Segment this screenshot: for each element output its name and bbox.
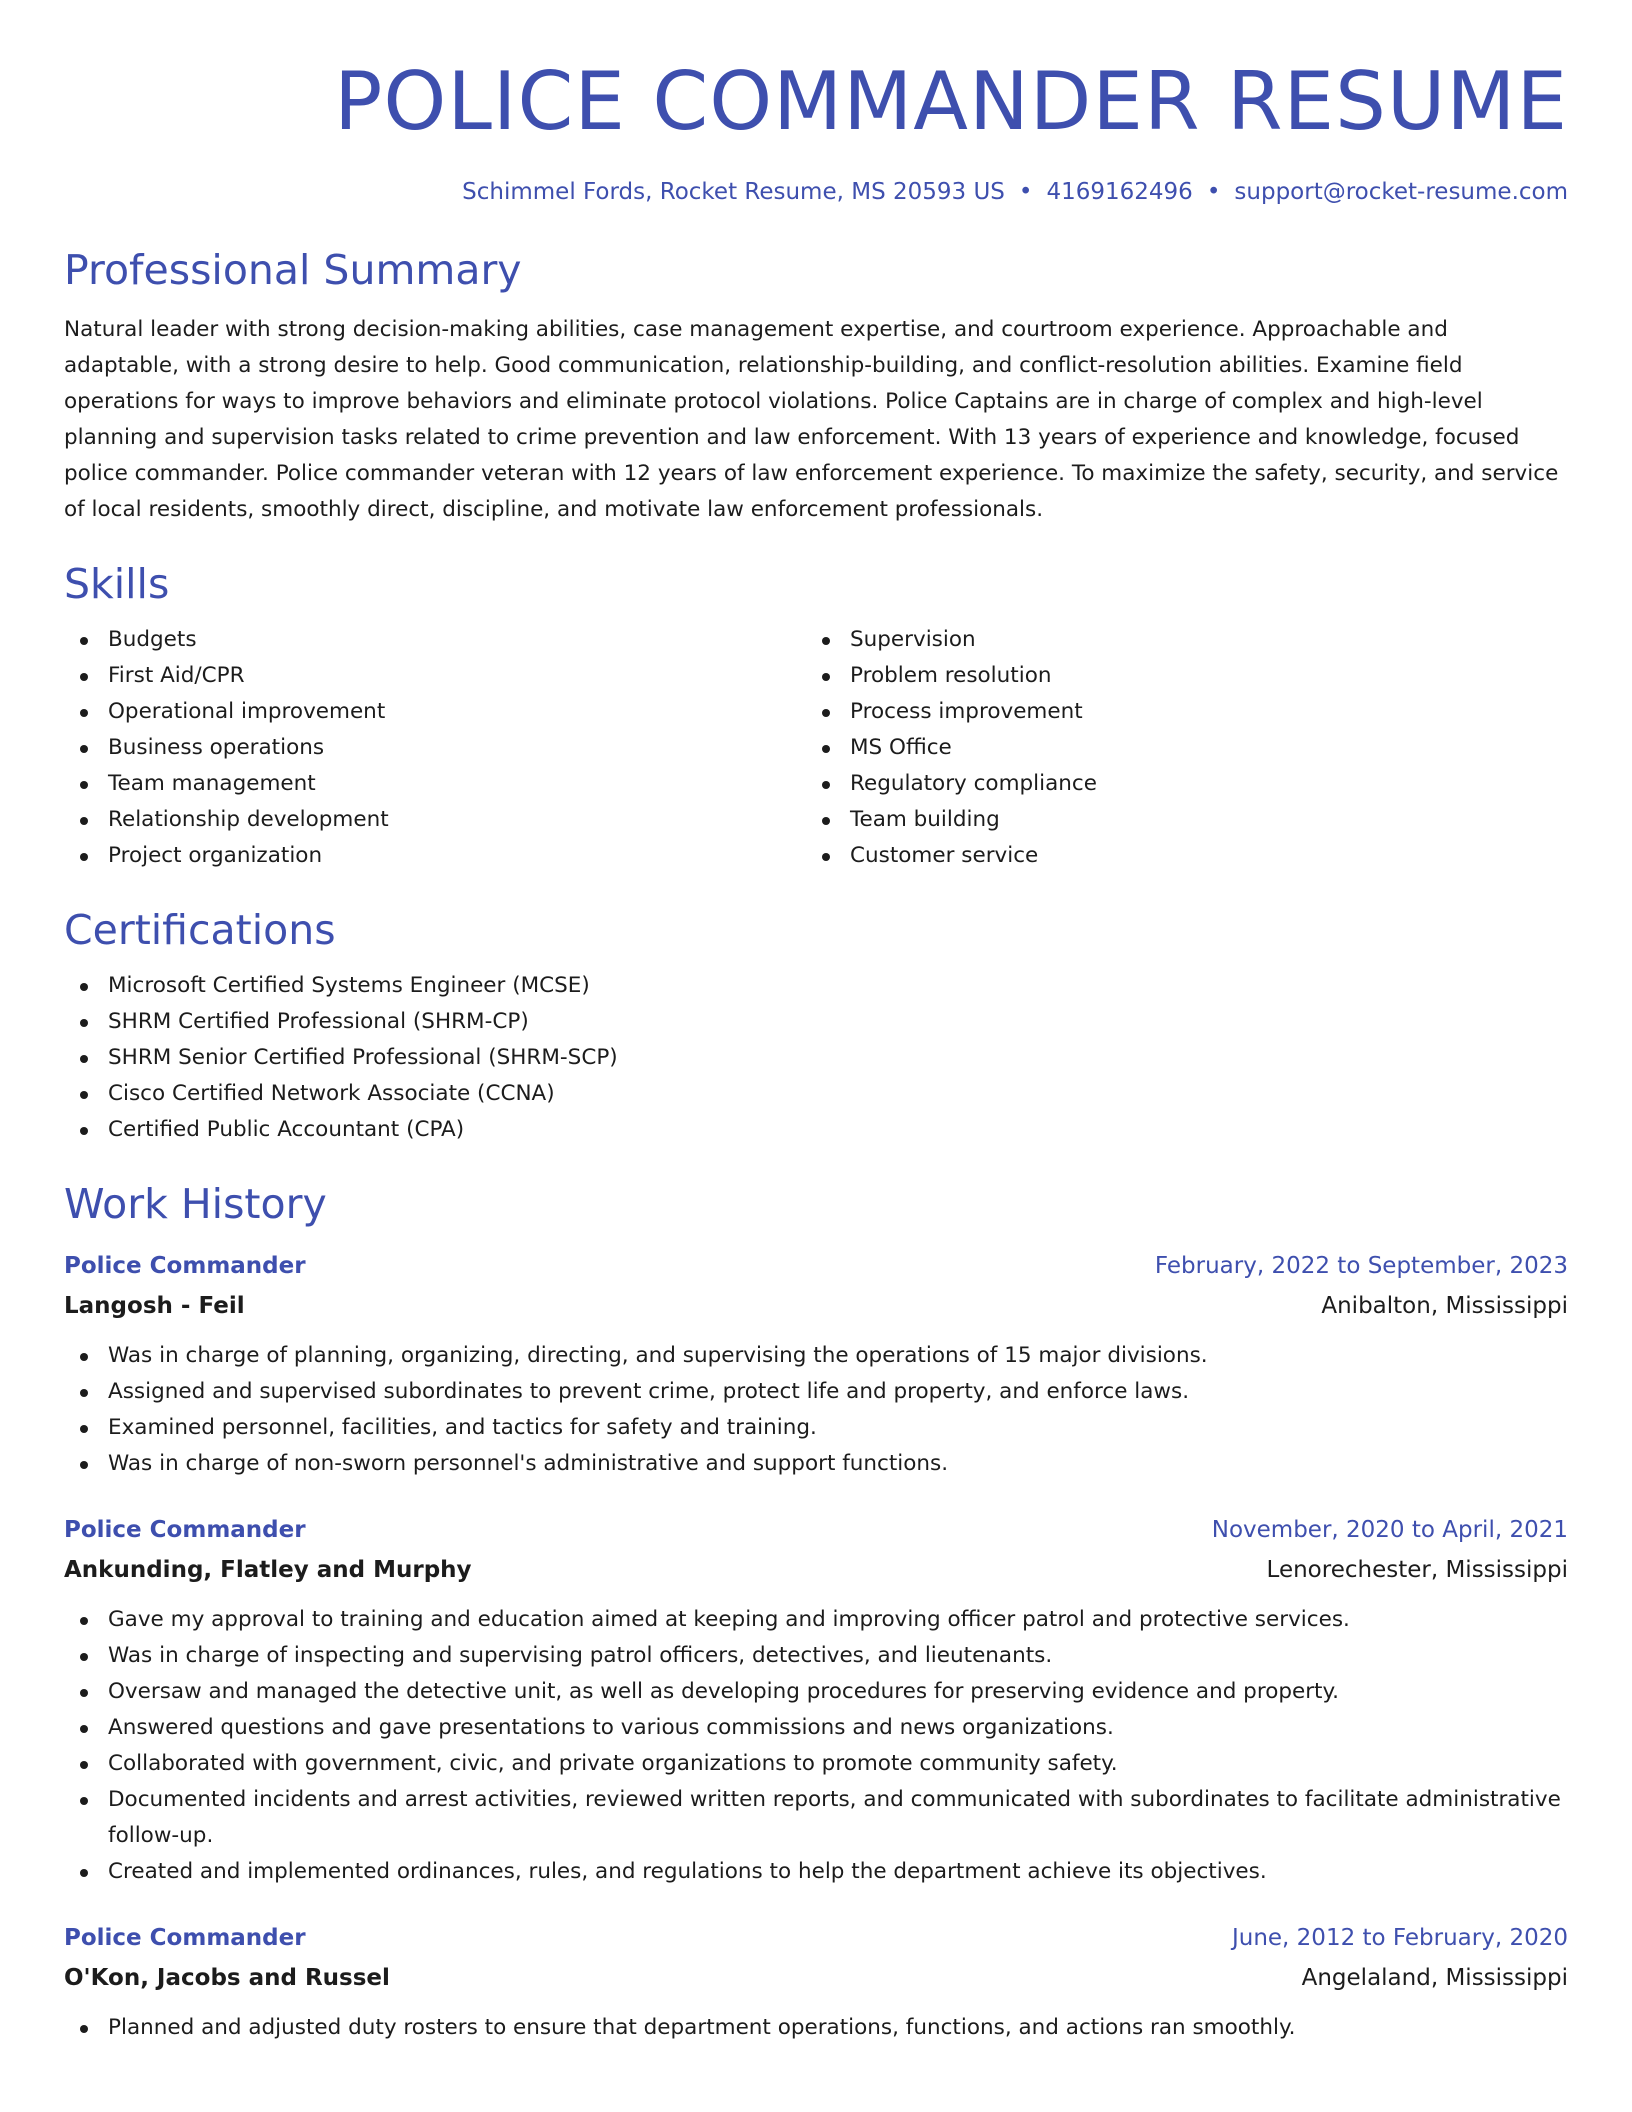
job-role: Police Commander [64,1925,306,1951]
job-dates: February, 2022 to September, 2023 [1154,1253,1568,1279]
skill-item: Team management [64,766,806,802]
job-duties [64,1338,1568,1482]
job-company-row [64,1958,1568,1998]
job-header-row [64,1246,1568,1286]
contact-line [64,176,1568,208]
contact-address: Schimmel Fords, Rocket Resume, MS 20593 US [462,179,1005,205]
skill-item: Relationship development [64,802,806,838]
job-company-row [64,1286,1568,1326]
contact-phone: 4169162496 [1046,179,1193,205]
duty-item: Gave my approval to training and education aimed at keeping and improving officer patrol and protective services. [64,1602,1568,1638]
certifications-heading: Certifications [64,906,336,954]
duty-item: Assigned and supervised subordinates to prevent crime, protect life and property, and enforce laws. [64,1374,1568,1410]
skills-columns [64,622,1568,874]
skill-item: Supervision [806,622,1548,658]
job-company: O'Kon, Jacobs and Russel [64,1965,390,1991]
job-dates: June, 2012 to February, 2020 [1231,1925,1568,1951]
job-location: Lenorechester, Mississippi [1266,1557,1568,1583]
job-role: Police Commander [64,1517,306,1543]
duty-item: Examined personnel, facilities, and tactics for safety and training. [64,1410,1568,1446]
certifications-list [64,968,1568,1148]
skill-item: Problem resolution [806,658,1548,694]
job-entry [64,1918,1568,2046]
skills-list-right [806,622,1548,874]
duty-item: Collaborated with government, civic, and private organizations to promote community safety. [64,1746,1568,1782]
certification-item: Certified Public Accountant (CPA) [64,1112,1568,1148]
certification-item: Cisco Certified Network Associate (CCNA) [64,1076,1568,1112]
job-header-row [64,1510,1568,1550]
job-company-row [64,1550,1568,1590]
job-entry [64,1246,1568,1482]
duty-item: Documented incidents and arrest activities, reviewed written reports, and communicated with subordinates to facilitate administrative follow-up. [64,1782,1568,1854]
job-role: Police Commander [64,1253,306,1279]
duty-item: Answered questions and gave presentations to various commissions and news organizations. [64,1710,1568,1746]
job-location: Angelaland, Mississippi [1301,1965,1568,1991]
certification-item: SHRM Senior Certified Professional (SHRM-SCP) [64,1040,1568,1076]
skills-heading: Skills [64,560,170,608]
skill-item: Project organization [64,838,806,874]
resume-title: POLICE COMMANDER RESUME [334,55,1568,148]
work-history-heading: Work History [64,1180,327,1228]
skill-item: MS Office [806,730,1548,766]
job-duties [64,2010,1568,2046]
job-dates: November, 2020 to April, 2021 [1211,1517,1568,1543]
job-header-row [64,1918,1568,1958]
job-company: Ankunding, Flatley and Murphy [64,1557,472,1583]
summary-heading: Professional Summary [64,246,522,294]
skill-item: Operational improvement [64,694,806,730]
duty-item: Planned and adjusted duty rosters to ensure that department operations, functions, and actions ran smoothly. [64,2010,1568,2046]
job-entry [64,1510,1568,1890]
duty-item: Created and implemented ordinances, rules, and regulations to help the department achieve its objectives. [64,1854,1568,1890]
duty-item: Oversaw and managed the detective unit, as well as developing procedures for preserving evidence and property. [64,1674,1568,1710]
job-duties [64,1602,1568,1890]
contact-separator: • [1206,179,1221,205]
duty-item: Was in charge of planning, organizing, directing, and supervising the operations of 15 major divisions. [64,1338,1568,1374]
duty-item: Was in charge of inspecting and supervising patrol officers, detectives, and lieutenants. [64,1638,1568,1674]
skills-list-left [64,622,806,874]
skill-item: Budgets [64,622,806,658]
skill-item: Team building [806,802,1548,838]
summary-text: Natural leader with strong decision-making abilities, case management expertise, and courtroom experience. Approachable and adaptable, with a strong desire to help. Good communication, relationship-building, and conflict-resolution abilities. Examine field operations for ways to improve behaviors and eliminate protocol violations. Police Captains are in charge of complex and high-level planning and supervision tasks related to crime prevention and law enforcement. With 13 years of experience and knowledge, focused police commander. Police commander veteran with 12 years of law enforcement experience. To maximize the safety, security, and service of local residents, smoothly direct, discipline, and motivate law enforcement professionals. [64,317,1559,522]
duty-item: Was in charge of non-sworn personnel's administrative and support functions. [64,1446,1568,1482]
skill-item: Regulatory compliance [806,766,1548,802]
contact-separator: • [1018,179,1033,205]
certification-item: SHRM Certified Professional (SHRM-CP) [64,1004,1568,1040]
skill-item: Business operations [64,730,806,766]
contact-email[interactable]: support@rocket-resume.com [1234,179,1568,205]
job-company: Langosh - Feil [64,1293,245,1319]
skill-item: Customer service [806,838,1548,874]
skill-item: First Aid/CPR [64,658,806,694]
resume-page [64,0,1568,2046]
job-location: Anibalton, Mississippi [1321,1293,1568,1319]
certification-item: Microsoft Certified Systems Engineer (MCSE) [64,968,1568,1004]
skill-item: Process improvement [806,694,1548,730]
